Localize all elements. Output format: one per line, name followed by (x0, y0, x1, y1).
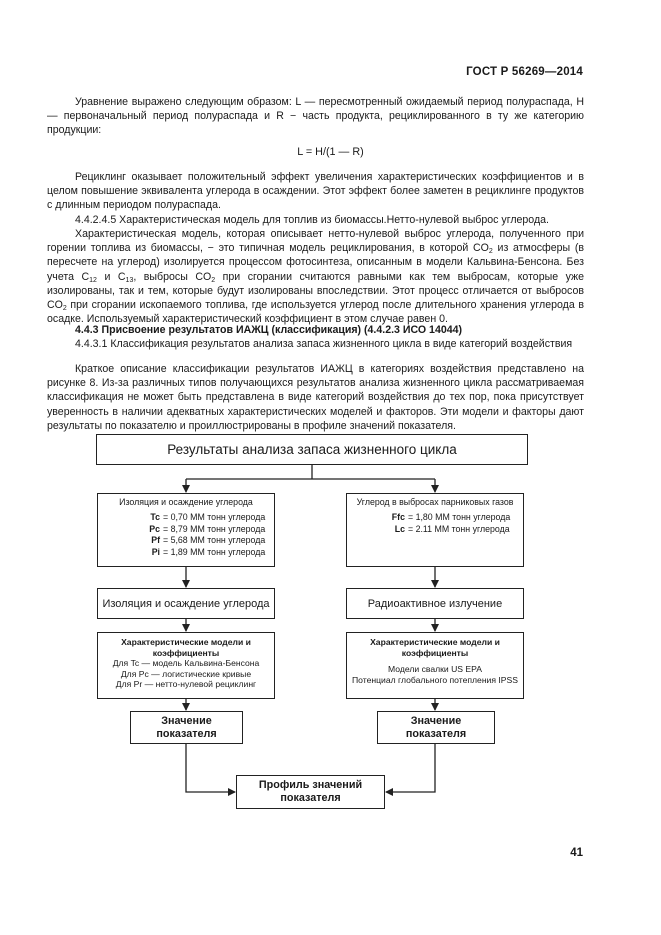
left-values-box (97, 493, 275, 567)
left-model-box: Характеристические модели и коэффициенты Для Tc — модель Кальвина-Бенсона Для Pc — логистические кривые Для Pr — нетто-нулевой рециклинг (97, 632, 275, 699)
right-mid-box: Радиоактивное излучение (346, 588, 524, 619)
arrow-left-profile (186, 744, 235, 792)
left-value-row: Pi = 1,89 ММ тонн углерода (151, 546, 266, 557)
diagram-title-box: Результаты анализа запаса жизненного цикла (96, 434, 528, 465)
profile-box: Профиль значений показателя (236, 775, 385, 809)
arrow-right-profile (386, 744, 435, 792)
right-model-box: Характеристические модели и коэффициенты Модели свалки US EPA Потенциал глобального потепления IPSS (346, 632, 524, 699)
right-values-box (346, 493, 524, 567)
section-4-4-2-4-5: 4.4.2.4.5 Характеристическая модель для топлив из биомассы.Нетто-нулевой выброс углерода. (75, 214, 549, 226)
paragraph-classification-description: Краткое описание классификации результатов ИАЖЦ в категориях воздействия представлено на рисунке 8. Из-за различных типов получающихся результатов анализа жизненного цикла рассматриваемая классификация не может быть представлена в виде категорий воздействия до тех пор, пока присутствует уверенность в наличии адекватных характеристических моделей и факторов. Эти модели и факторы дают результаты по показателю и проиллюстрированы в профиле значений показателя. (47, 363, 584, 432)
right-value-row: Ffc = 1,80 ММ тонн углерода (391, 512, 511, 522)
left-indicator-box: Значение показателя (130, 711, 243, 744)
left-values-title: Изоляция и осаждение углерода (119, 497, 253, 507)
heading-4-4-3: 4.4.3 Присвоение результатов ИАЖЦ (классификация) (4.4.2.3 ИСО 14044) (75, 324, 463, 336)
left-value-row: Tc = 0,70 ММ тонн углерода (150, 512, 266, 522)
right-indicator-box: Значение показателя (377, 711, 495, 744)
paragraph-equation-intro: Уравнение выражено следующим образом: L — пересмотренный ожидаемый период полураспада, H — первоначальный период полураспада и R − часть продукта, рециклированного в ту же категорию продукции: (47, 96, 584, 137)
page-number: 41 (570, 847, 583, 859)
left-value-row: Pc = 8,79 ММ тонн углерода (149, 523, 266, 534)
formula: L = H/(1 — R) (297, 146, 364, 158)
paragraph-recycling-effect: Рециклинг оказывает положительный эффект увеличения характеристических коэффициентов и в целом повышение эквивалента углерода в осаждении. Этот эффект более заметен в рециклинге продуктов с длинным периодом полураспада. (47, 171, 584, 212)
right-values-title: Углерод в выбросах парниковых газов (356, 497, 514, 507)
paragraph-4-4-3-1: 4.4.3.1 Классификация результатов анализа запаса жизненного цикла в виде категорий воздействия (75, 338, 573, 350)
document-header: ГОСТ Р 56269—2014 (466, 66, 583, 78)
left-value-row: Pf = 5,68 ММ тонн углерода (151, 535, 266, 546)
right-value-row: Lc = 2.11 ММ тонн углерода (394, 523, 510, 534)
left-mid-box: Изоляция и осаждение углерода (97, 588, 275, 619)
paragraph-biomass-model: Характеристическая модель, которая описывает нетто-нулевой выброс углерода, полученного при горении топлива из биомассы, − это типичная модель рециклирования, в которой $CO_2$ из атмосферы (в пересчете на углерод) изолируется процессом фотосинтеза, описанным в модели Кальвина-Бенсона. Без учета $C_{12}$ и $C_{13}$, выбросы $CO_2$ при сгорании считаются равными как тем выбросам, которые уже изолированы, так и тем, которые будут изолированы впоследствии. Этот процесс отличается от выбросов $CO_2$ при сгорании ископаемого топлива, где используется углерод после длительного хранения углерода в осадке. Используемый характеристический коэффициент в этом случае равен 0. (47, 228, 584, 326)
